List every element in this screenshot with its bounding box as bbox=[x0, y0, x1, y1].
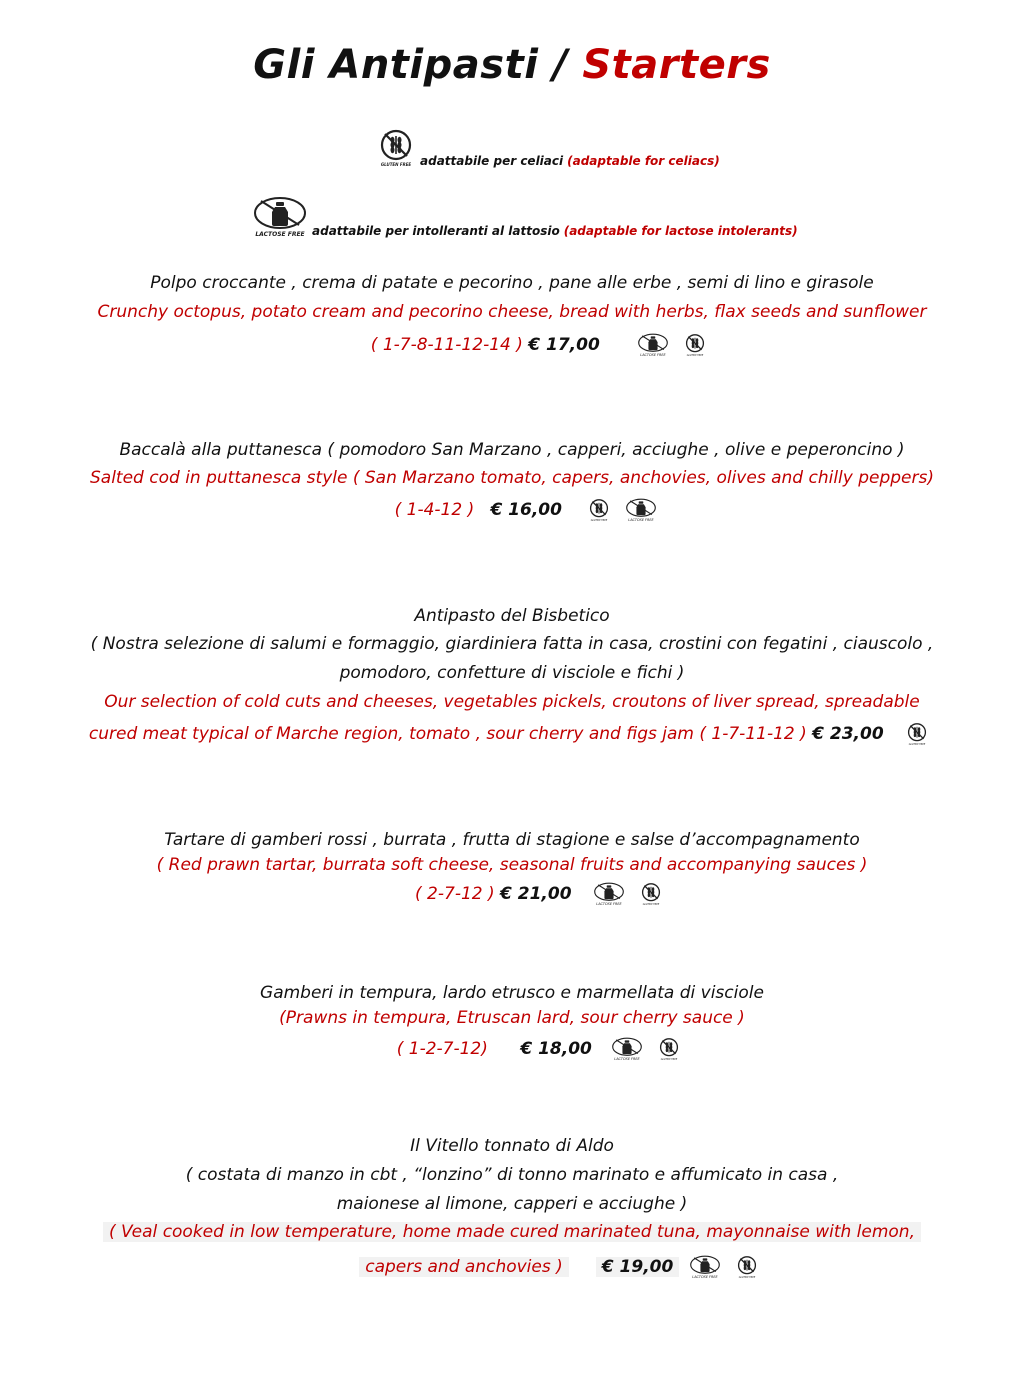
lactose-free-icon bbox=[687, 1255, 723, 1279]
dish-price-row bbox=[0, 882, 1024, 906]
dish-price-row bbox=[0, 722, 1024, 746]
legend-lactose-text-en: (adaptable for lactose intolerants) bbox=[563, 224, 798, 238]
price: € 16,00 bbox=[490, 500, 562, 520]
dish-price-row bbox=[0, 1255, 1024, 1279]
title-italian: Gli Antipasti / bbox=[253, 42, 583, 88]
lactose-free-icon bbox=[623, 498, 659, 522]
legend-gluten-text: adattabile per celiaci bbox=[420, 154, 564, 168]
dish-description-en: Our selection of cold cuts and cheeses, vegetables pickels, croutons of liver spread, spreadable bbox=[104, 692, 920, 712]
dish-name-it: Il Vitello tonnato di Aldo bbox=[410, 1136, 614, 1156]
dish-description-it: ( costata di manzo in cbt , “lonzino” di tonno marinato e affumicato in casa , bbox=[185, 1165, 839, 1185]
gluten-free-icon bbox=[899, 722, 935, 746]
dish-description-en: ( Veal cooked in low temperature, home made cured marinated tuna, mayonnaise with lemon, bbox=[103, 1222, 921, 1242]
dish-description-en: capers and anchovies ) bbox=[359, 1257, 569, 1277]
legend-gluten-text-en: (adaptable for celiacs) bbox=[567, 154, 720, 168]
gluten-free-icon bbox=[633, 882, 669, 906]
price: € 19,00 bbox=[596, 1257, 680, 1277]
lactose-free-icon bbox=[635, 333, 671, 357]
dish-name-en: (Prawns in tempura, Etruscan lard, sour cherry sauce ) bbox=[279, 1008, 745, 1028]
dish-description-en: cured meat typical of Marche region, tomato , sour cherry and figs jam ( 1-7-11-12 ) bbox=[88, 724, 813, 744]
price: € 21,00 bbox=[500, 884, 572, 904]
price: € 23,00 bbox=[812, 724, 884, 744]
legend-lactose-free bbox=[252, 196, 798, 238]
dish-price-row bbox=[0, 1037, 1024, 1061]
lactose-free-icon bbox=[609, 1037, 645, 1061]
allergens: ( 1-4-12 ) bbox=[394, 500, 475, 520]
dish-description-en-row bbox=[0, 1222, 1024, 1242]
lactose-free-icon bbox=[252, 196, 308, 238]
dish-price-row bbox=[0, 333, 1024, 357]
dish-name-it: Gamberi in tempura, lardo etrusco e marmellata di visciole bbox=[260, 983, 764, 1003]
allergens: ( 1-7-8-11-12-14 ) bbox=[370, 335, 529, 355]
gluten-free-icon bbox=[376, 128, 416, 168]
page-title bbox=[0, 42, 1024, 88]
dish-name-en: ( Red prawn tartar, burrata soft cheese, seasonal fruits and accompanying sauces ) bbox=[156, 855, 868, 875]
legend-lactose-text: adattabile per intolleranti al lattosio bbox=[312, 224, 560, 238]
dish-price-row bbox=[0, 498, 1024, 522]
title-english: Starters bbox=[582, 42, 771, 88]
dish-name-en: Salted cod in puttanesca style ( San Marzano tomato, capers, anchovies, olives and chilly peppers) bbox=[90, 468, 934, 488]
gluten-free-icon bbox=[651, 1037, 687, 1061]
price: € 18,00 bbox=[520, 1039, 592, 1059]
dish-description-it: pomodoro, confetture di visciole e fichi ) bbox=[339, 663, 685, 683]
dish-description-it: maionese al limone, capperi e acciughe ) bbox=[336, 1194, 688, 1214]
allergens: ( 2-7-12 ) bbox=[415, 884, 501, 904]
dish-description-it: ( Nostra selezione di salumi e formaggio, giardiniera fatta in casa, crostini con fegatini , ciauscolo , bbox=[90, 634, 934, 654]
price: € 17,00 bbox=[528, 335, 600, 355]
lactose-free-icon bbox=[591, 882, 627, 906]
gluten-free-icon bbox=[581, 498, 617, 522]
dish-name-en: Crunchy octopus, potato cream and pecorino cheese, bread with herbs, flax seeds and sunflower bbox=[97, 302, 927, 322]
legend-gluten-free bbox=[376, 128, 720, 168]
allergens: ( 1-2-7-12) bbox=[396, 1039, 488, 1059]
gluten-free-icon bbox=[677, 333, 713, 357]
dish-name-it: Baccalà alla puttanesca ( pomodoro San Marzano , capperi, acciughe , olive e peperoncino ) bbox=[119, 440, 905, 460]
dish-name-it: Tartare di gamberi rossi , burrata , frutta di stagione e salse d’accompagnamento bbox=[164, 830, 860, 850]
dish-name-it: Polpo croccante , crema di patate e pecorino , pane alle erbe , semi di lino e girasole bbox=[150, 273, 874, 293]
dish-name-it: Antipasto del Bisbetico bbox=[414, 606, 610, 626]
gluten-free-icon bbox=[729, 1255, 765, 1279]
